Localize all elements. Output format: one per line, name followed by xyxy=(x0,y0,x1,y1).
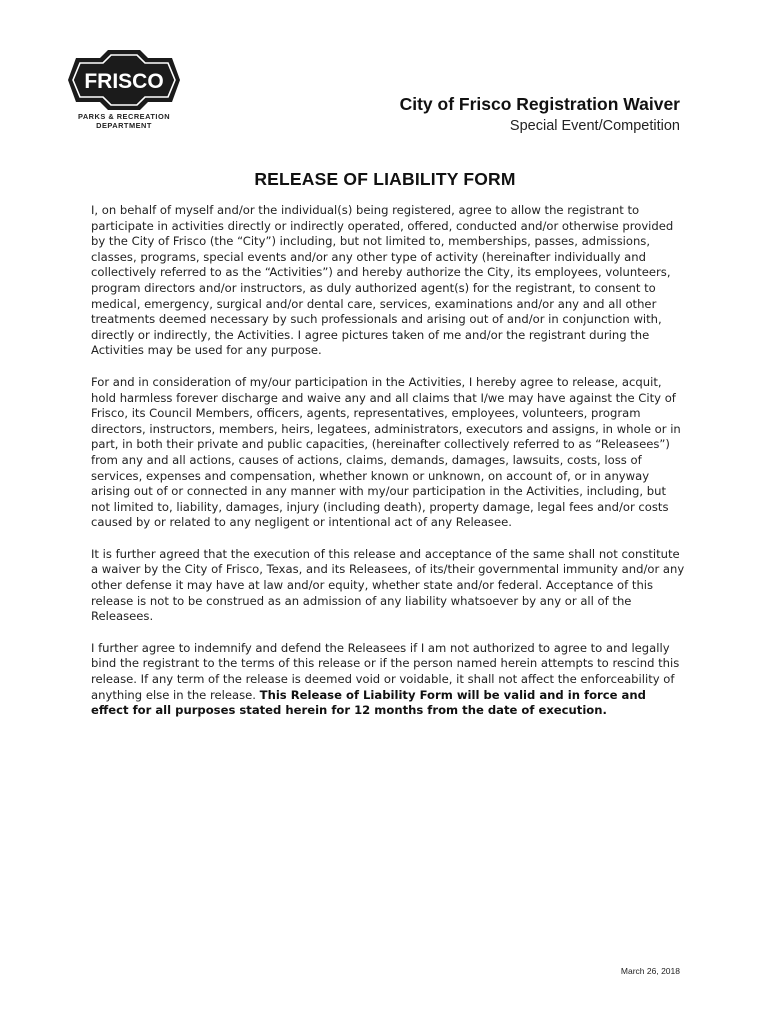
document-date: March 26, 2018 xyxy=(620,966,680,976)
paragraph-release: For and in consideration of my/our participation in the Activities, I hereby agree to release, acquit, hold harmless forever discharge and waive any and all claims that I/we may have against the City of Frisco, its Council Members, officers, agents, representatives, employees, volunteers, program directors, instructors, members, heirs, legatees, administrators, executors and assigns, in whole or in part, in both their private and public capacities, (hereinafter collectively referred to as “Releasees”) from any and all actions, causes of actions, claims, demands, damages, lawsuits, costs, loss of services, expenses and compensation, whether known or unknown, on account of, or in anyway arising out of or connected in any manner with my/our participation in the Activities, including, but not limited to, liability, damages, injury (including death), property damage, legal fees and/or costs caused by or related to any negligent or intentional act of any Releasee. xyxy=(91,374,681,530)
logo-name: FRISCO xyxy=(84,70,164,93)
paragraph-immunity: It is further agreed that the execution of this release and acceptance of the same shall not constitute a waiver by the City of Frisco, Texas, and its Releasees, of its/their governmental immunity and/or any other defense it may have at law and/or equity, whether state and/or federal. Acceptance of this release is not to be construed as an admission of any liability whatsoever by any or all of the Releasees. xyxy=(91,546,685,624)
paragraph-authorization: I, on behalf of myself and/or the individual(s) being registered, agree to allow the registrant to participate in activities directly or indirectly operated, offered, conducted and/or otherwise provided by the City of Frisco (the “City”) including, but not limited to, memberships, passes, admissions, classes, programs, special events and/or any other type of activity (hereinafter individually and collectively referred to as the “Activities”) and hereby authorize the City, its employees, volunteers, program directors and/or instructors, as duly authorized agent(s) for the registrant, to consent to medical, emergency, surgical and/or dental care, services, examinations and/or any and all other treatments deemed necessary by such professionals and arising out of and/or in conjunction with, directly or indirectly, the Activities. I agree pictures taken of me and/or the registrant during the Activities may be used for any purpose. xyxy=(91,203,674,358)
paragraph-indemnify-text: I further agree to indemnify and defend the Releasees if I am not authorized to agree to and legally bind the registrant to the terms of this release or if the person named herein attempts to rescind this release. If any term of the release is deemed void or voidable, it shall not affect the enforceability of anything else in the release. xyxy=(91,640,680,702)
logo-subtitle-line2: DEPARTMENT xyxy=(96,121,152,130)
paragraph-indemnify xyxy=(91,641,687,719)
validity-statement: This Release of Liability Form will be valid and in force and effect for all purposes stated herein for 12 months from the date of execution. xyxy=(91,687,646,718)
logo-subtitle-line1: PARKS & RECREATION xyxy=(77,112,171,121)
header-title: City of Frisco Registration Waiver xyxy=(399,94,680,114)
waiver-body xyxy=(91,203,687,735)
frisco-shield-icon xyxy=(66,48,182,112)
header-subtitle: Special Event/Competition xyxy=(509,118,680,134)
form-title: RELEASE OF LIABILITY FORM xyxy=(254,169,516,189)
